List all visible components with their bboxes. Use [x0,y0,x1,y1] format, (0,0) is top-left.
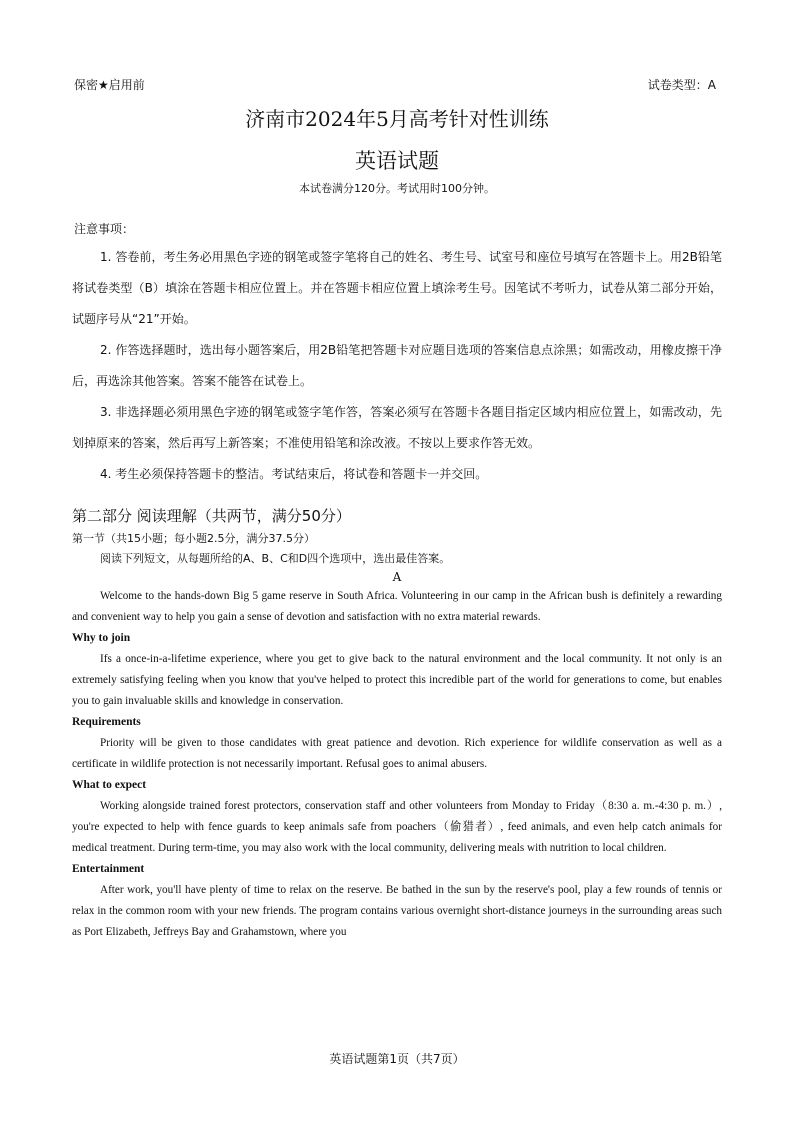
passage-intro: Welcome to the hands-down Big 5 game reserve in South Africa. Volunteering in our camp in the African bush is definitely a rewarding and convenient way to help you gain a sense of devotion and satisfaction with no extra material rewards. [72,590,722,623]
what-to-expect-heading: What to expect [72,779,147,791]
passage-letter: A [392,570,402,584]
requirements-heading: Requirements [72,716,141,728]
notes-heading: 注意事项： [74,222,135,236]
exam-subtitle: 英语试题 [355,149,439,173]
why-join-text: Ifs a once-in-a-lifetime experience, where you get to give back to the natural environment and the local community. It not only is an extremely satisfying feeling when you know that you've helped to protect this incredible part of the world for generations to come, but enables you to gain invaluable skills and knowledge in conservation. [72,653,722,707]
paper-type-label: 试卷类型：A [647,78,716,92]
entertainment-text: After work, you'll have plenty of time to relax on the reserve. Be bathed in the sun by the reserve's pool, play a few rounds of tennis or relax in the common room with your new friends. The program contains various overnight short-distance journeys in the surrounding areas such as Port Elizabeth, Jeffreys Bay and Grahamstown, where you [72,884,722,938]
notes-list [72,242,722,490]
page-footer: 英语试题第1页（共7页） [329,1052,465,1066]
note-item: 4. 考生必须保持答题卡的整洁。考试结束后，将试卷和答题卡一并交回。 [100,467,488,481]
exam-title: 济南市2024年5月高考针对性训练 [245,107,549,131]
section-heading: 第一节（共15小题；每小题2.5分，满分37.5分） [72,532,315,545]
note-item: 1. 答卷前，考生务必用黑色字迹的钢笔或签字笔将自己的姓名、考生号、试室号和座位号填写在答题卡上。用2B铅笔将试卷类型（B）填涂在答题卡相应位置上。并在答题卡相应位置上填涂考生号。因笔试不考听力，试卷从第二部分开始，试题序号从“21”开始。 [72,250,722,326]
requirements-text: Priority will be given to those candidates with great patience and devotion. Rich experience for wildlife conservation as well as a certificate in wildlife protection is not necessarily important. Refusal goes to animal abusers. [72,737,722,770]
note-item: 2. 作答选择题时，选出每小题答案后，用2B铅笔把答题卡对应题目选项的答案信息点涂黑；如需改动，用橡皮擦干净后，再选涂其他答案。答案不能答在试卷上。 [72,343,722,388]
section-instruction: 阅读下列短文，从每题所给的A、B、C和D四个选项中，选出最佳答案。 [100,552,451,565]
exam-meta: 本试卷满分120分。考试用时100分钟。 [299,182,495,195]
why-join-heading: Why to join [72,632,131,644]
entertainment-heading: Entertainment [72,863,145,875]
note-item: 3. 非选择题必须用黑色字迹的钢笔或签字笔作答，答案必须写在答题卡各题目指定区域内相应位置上，如需改动，先划掉原来的答案，然后再写上新答案；不准使用铅笔和涂改液。不按以上要求作答无效。 [72,405,722,450]
part-heading: 第二部分 阅读理解（共两节，满分50分） [72,507,351,525]
confidential-label: 保密★启用前 [74,78,145,92]
passage-body [72,586,722,943]
what-to-expect-text: Working alongside trained forest protectors, conservation staff and other volunteers from Monday to Friday（8:30 a. m.-4:30 p. m.）, you're expected to help with fence guards to keep animals safe from poachers（偷猎者）, feed animals, and even help catch animals for medical treatment. During term-time, you may also work with the local community, delivering meals with nutrition to local children. [72,800,722,854]
